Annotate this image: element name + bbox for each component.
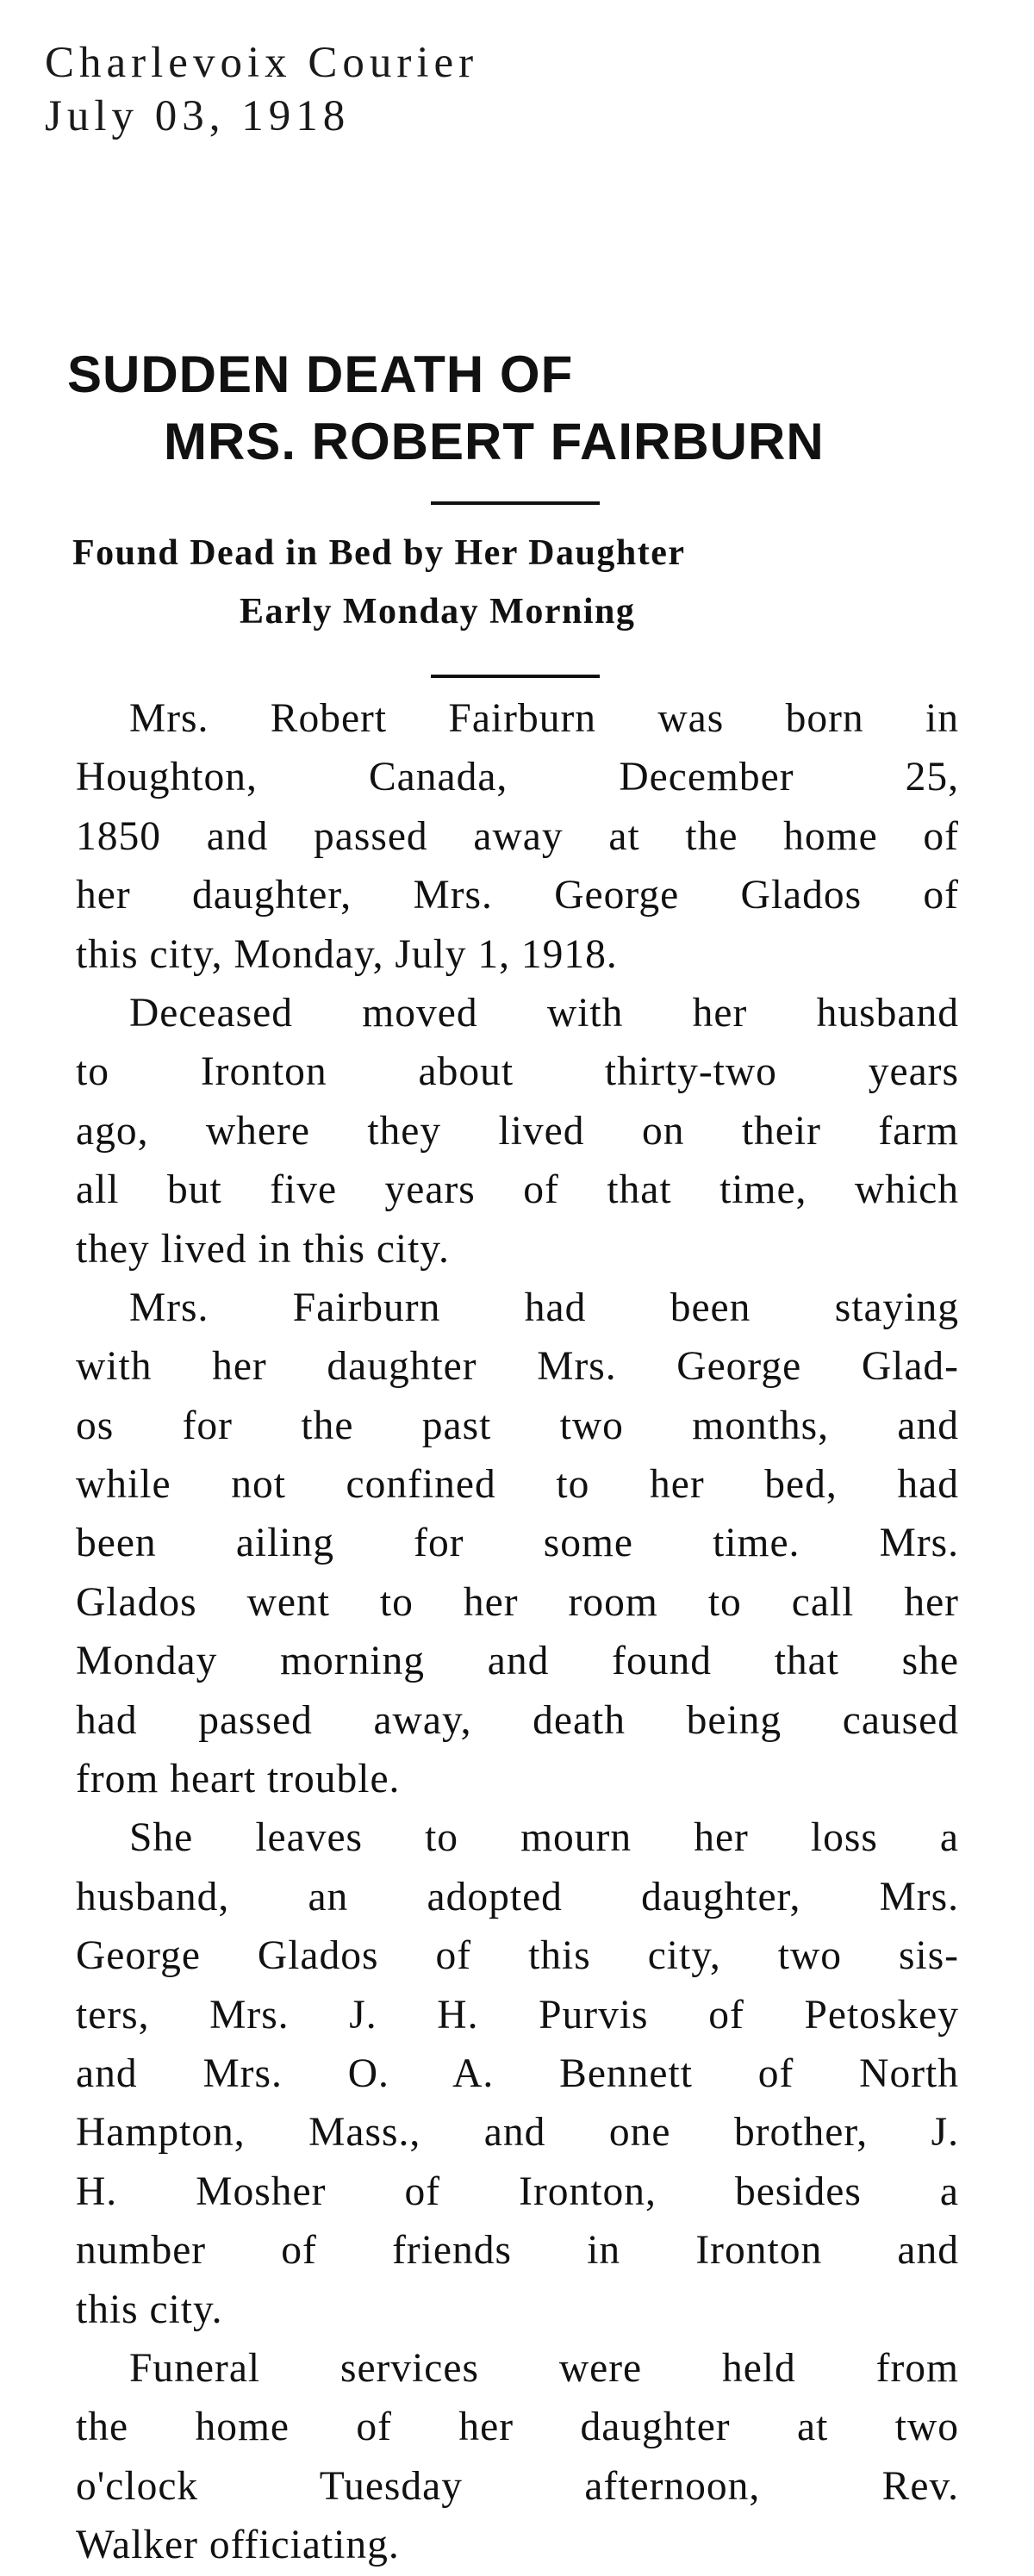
body-line: they lived in this city. <box>76 1226 450 1272</box>
deck-line-1: Found Dead in Bed by Her Daughter <box>72 533 686 573</box>
body-line: 1850 and passed away at the home of <box>76 813 959 859</box>
deck-line-2: Early Monday Morning <box>240 592 636 632</box>
headline-line-2: MRS. ROBERT FAIRBURN <box>164 413 825 470</box>
body-line: H. Mosher of Ironton, besides a <box>76 2168 959 2214</box>
divider-rule-top <box>431 501 600 505</box>
publication-date: July 03, 1918 <box>45 92 351 140</box>
body-line: from heart trouble. <box>76 1757 401 1802</box>
divider-rule-bottom <box>431 675 600 678</box>
body-line: been ailing for some time. Mrs. <box>76 1521 959 1566</box>
newspaper-name: Charlevoix Courier <box>45 39 479 87</box>
source-header <box>45 36 478 143</box>
body-line: Hampton, Mass., and one brother, J. <box>76 2110 959 2156</box>
body-line: to Ironton about thirty-two years <box>76 1049 959 1095</box>
body-line: Houghton, Canada, December 25, <box>76 755 959 800</box>
body-line: Funeral services were held from <box>129 2345 959 2391</box>
body-line: her daughter, Mrs. George Glados of <box>76 873 959 918</box>
body-line: Walker officiating. <box>76 2523 400 2568</box>
body-line: number of friends in Ironton and <box>76 2228 959 2274</box>
body-line: Mrs. Fairburn had been staying <box>129 1285 959 1330</box>
body-line: Glados went to her room to call her <box>76 1579 959 1625</box>
body-line: Monday morning and found that she <box>76 1639 959 1684</box>
article-body <box>76 689 959 2575</box>
body-line: this city, Monday, July 1, 1918. <box>76 931 618 977</box>
headline-line-1: SUDDEN DEATH OF <box>67 345 574 403</box>
body-line: George Glados of this city, two sis- <box>76 1933 959 1979</box>
body-line: ters, Mrs. J. H. Purvis of Petoskey <box>76 1992 959 2038</box>
body-line: husband, an adopted daughter, Mrs. <box>76 1874 959 1920</box>
body-line: had passed away, death being caused <box>76 1697 959 1743</box>
body-line: while not confined to her bed, had <box>76 1462 959 1508</box>
body-line: She leaves to mourn her loss a <box>129 1815 959 1861</box>
body-line: the home of her daughter at two <box>76 2405 959 2450</box>
body-line: this city. <box>76 2287 223 2332</box>
body-line: all but five years of that time, which <box>76 1167 959 1213</box>
body-line: ago, where they lived on their farm <box>76 1108 959 1154</box>
body-line: o'clock Tuesday afternoon, Rev. <box>76 2463 959 2509</box>
body-line: os for the past two months, and <box>76 1403 959 1448</box>
body-line: Mrs. Robert Fairburn was born in <box>129 696 959 741</box>
body-line: and Mrs. O. A. Bennett of North <box>76 2050 959 2096</box>
body-line: Deceased moved with her husband <box>129 990 959 1036</box>
body-line: with her daughter Mrs. George Glad- <box>76 1344 959 1390</box>
